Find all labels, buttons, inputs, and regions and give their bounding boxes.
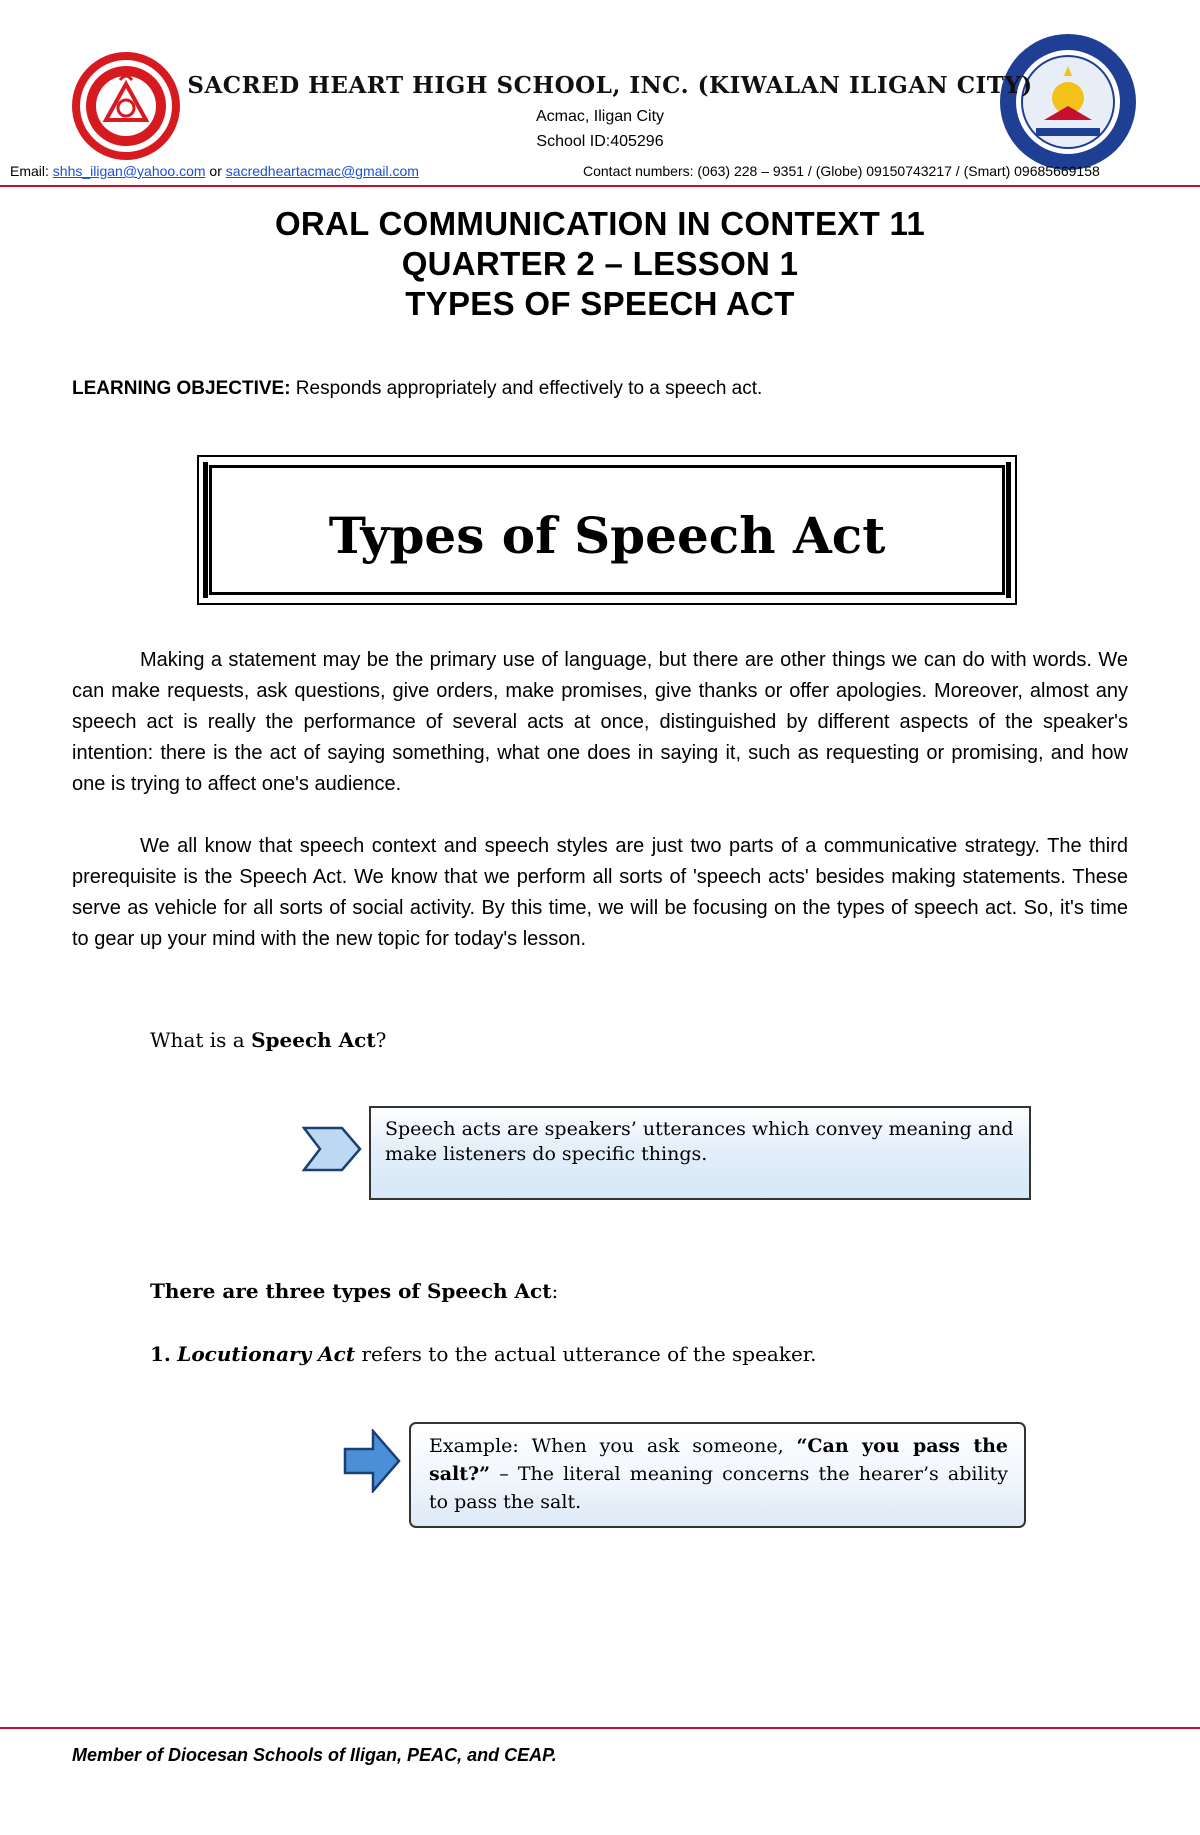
three-types-bold: There are three types of Speech Act: [150, 1279, 552, 1303]
objective-text: Responds appropriately and effectively to a speech act.: [290, 378, 763, 399]
arrow-right-icon: [343, 1429, 401, 1493]
definition-box: [369, 1106, 1031, 1200]
objective-label: LEARNING OBJECTIVE:: [72, 378, 291, 399]
three-types-heading: [150, 1279, 558, 1303]
what-is-heading: [150, 1028, 386, 1052]
title-line-2: QUARTER 2 – LESSON 1: [401, 245, 799, 282]
banner-title: Types of Speech Act: [328, 506, 886, 565]
example-text: [429, 1432, 1008, 1516]
header-divider: [0, 185, 1200, 187]
topic-banner: [197, 455, 1017, 605]
title-line-1: ORAL COMMUNICATION IN CONTEXT 11: [274, 205, 926, 242]
footer-divider: [0, 1727, 1200, 1729]
paragraph-1-text: Making a statement may be the primary use of language, but there are other things we can do with words. We can make requests, ask questions, give orders, make promises, give thanks or offer apologies. Moreover, almost any speech act is really the performance of several acts at once, distinguished by different aspects of the speaker's intention: there is the act of saying something, what one does in saying it, such as requesting or promising, and how one is trying to affect one's audience.: [72, 649, 1128, 795]
what-is-suffix: ?: [375, 1028, 387, 1052]
learning-objective: [72, 378, 762, 400]
example-quote: “Can you pass the salt?”: [429, 1435, 1009, 1485]
email-or: or: [205, 163, 226, 179]
school-address: Acmac, Iligan City: [535, 108, 665, 125]
three-types-suffix: :: [551, 1279, 559, 1303]
chevron-right-icon: [302, 1126, 362, 1172]
what-is-term: Speech Act: [251, 1028, 376, 1052]
example-suffix: – The literal meaning concerns the hearer’s ability to pass the salt.: [429, 1463, 1008, 1513]
type-1-text: refers to the actual utterance of the speaker.: [355, 1342, 817, 1366]
example-box: [409, 1422, 1026, 1528]
what-is-prefix: What is a: [150, 1028, 252, 1052]
type-1-number: 1.: [150, 1342, 171, 1366]
paragraph-1: [72, 645, 1128, 800]
contact-numbers: Contact numbers: (063) 228 – 9351 / (Globe) 09150743217 / (Smart) 09685669158: [583, 163, 1100, 179]
title-line-3: TYPES OF SPEECH ACT: [405, 285, 795, 322]
deped-seal: [998, 32, 1138, 172]
school-name: SACRED HEART HIGH SCHOOL, INC. (KIWALAN ILIGAN CITY): [187, 72, 1033, 99]
school-logo: [70, 50, 182, 162]
school-id: School ID:405296: [536, 133, 664, 150]
definition-text: Speech acts are speakers’ utterances which convey meaning and make listeners do specific things.: [385, 1118, 1014, 1165]
email-label: Email:: [10, 163, 53, 179]
type-1-term: Locutionary Act: [177, 1342, 356, 1366]
paragraph-2: [72, 831, 1128, 955]
banner-frame: [209, 465, 1005, 595]
example-prefix: Example: When you ask someone,: [429, 1435, 797, 1457]
email-link-1[interactable]: shhs_iligan@yahoo.com: [52, 163, 206, 179]
paragraph-2-text: We all know that speech context and speech styles are just two parts of a communicative strategy. The third prerequisite is the Speech Act. We know that we perform all sorts of 'speech acts' besides making statements. These serve as vehicle for all sorts of social activity. By this time, we will be focusing on the types of speech act. So, it's time to gear up your mind with the new topic for today's lesson.: [72, 835, 1128, 950]
email-link-2[interactable]: sacredheartacmac@gmail.com: [225, 163, 419, 179]
type-1-locutionary: [150, 1342, 817, 1366]
email-line: [10, 163, 419, 179]
footer-text: Member of Diocesan Schools of Iligan, PEAC, and CEAP.: [72, 1745, 557, 1765]
